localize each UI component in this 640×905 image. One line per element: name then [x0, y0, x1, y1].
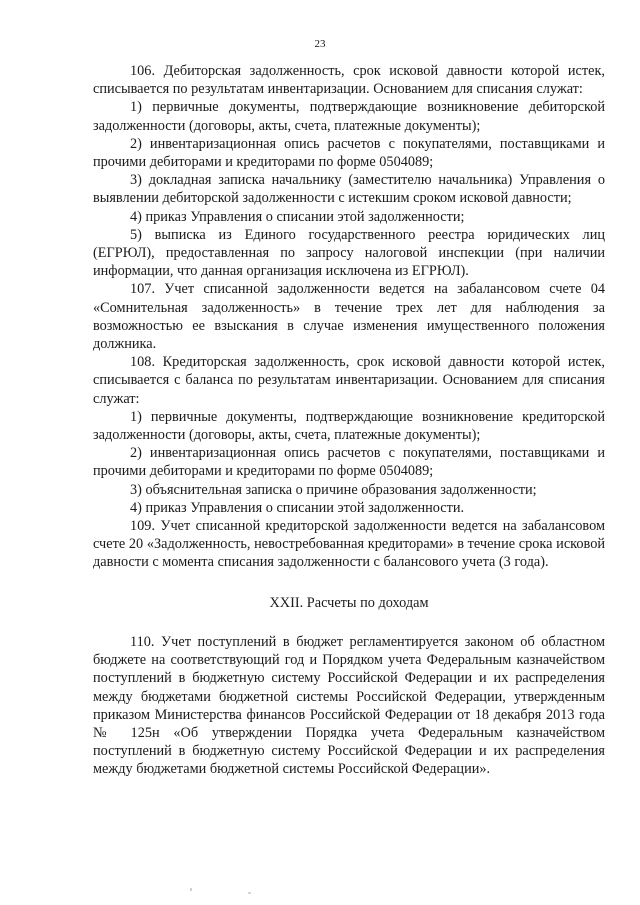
- list-item-108-3: 3) объяснительная записка о причине образования задолженности;: [130, 481, 537, 498]
- scan-speck: [248, 892, 251, 894]
- scan-speck: [190, 888, 192, 891]
- list-item-106-1: 1) первичные документы, подтверждающие возникновение дебиторской задолженности (договоры, акты, счета, платежные документы);: [93, 99, 605, 134]
- paragraph-107: 107. Учет списанной задолженности ведется на забалансовом счете 04 «Сомнительная задолженность» в течение трех лет для наблюдения за возможностью ее взыскания в случае изменения имущественного положения должника.: [93, 281, 605, 353]
- list-item-106-3: 3) докладная записка начальнику (заместителю начальника) Управления о выявлении дебиторской задолженности с истекшим сроком исковой давности;: [93, 172, 605, 207]
- list-item-106-2: 2) инвентаризационная опись расчетов с покупателями, поставщиками и прочими дебиторами и кредиторами по форме 0504089;: [93, 135, 605, 171]
- document-body: [93, 62, 605, 779]
- list-item-108-2: 2) инвентаризационная опись расчетов с покупателями, поставщиками и прочими дебиторами и кредиторами по форме 0504089;: [93, 445, 605, 480]
- paragraph-106: 106. Дебиторская задолженность, срок исковой давности которой истек, списывается по результатам инвентаризации. Основанием для списания служат:: [93, 63, 605, 98]
- list-item-106-5: 5) выписка из Единого государственного реестра юридических лиц (ЕГРЮЛ), предоставленная по запросу налоговой инспекции (при наличии информации, что данная организация исключена из ЕГРЮЛ).: [93, 226, 605, 280]
- page-number: 23: [314, 38, 326, 50]
- paragraph-109: 109. Учет списанной кредиторской задолженности ведется на забалансовом счете 20 «Задолженность, невостребованная кредиторами» в течение срока исковой давности с момента списания задолженности с балансового учета (3 года).: [93, 518, 605, 571]
- list-item-106-4: 4) приказ Управления о списании этой задолженности;: [130, 208, 465, 225]
- paragraph-108: 108. Кредиторская задолженность, срок исковой давности которой истек, списывается с баланса по результатам инвентаризации. Основанием для списания служат:: [93, 354, 605, 407]
- list-item-108-1: 1) первичные документы, подтверждающие возникновение кредиторской задолженности (договоры, акты, счета, платежные документы);: [93, 408, 605, 444]
- section-heading: XXII. Расчеты по доходам: [269, 594, 429, 611]
- paragraph-110: 110. Учет поступлений в бюджет регламентируется законом об областном бюджете на соответствующий год и Порядком учета Федеральным казначейством поступлений в бюджетную систему Российской Федерации и их распределения между бюджетами бюджетной системы Российской Федерации, утвержденным приказом Министерства финансов Российской Федерации от 18 декабря 2013 года № 125н «Об утверждении Порядка учета Федеральным казначейством поступлений в бюджетную систему Российской Федерации и их распределения между бюджетами бюджетной системы Российской Федерации».: [93, 633, 605, 778]
- list-item-108-4: 4) приказ Управления о списании этой задолженности.: [130, 499, 465, 516]
